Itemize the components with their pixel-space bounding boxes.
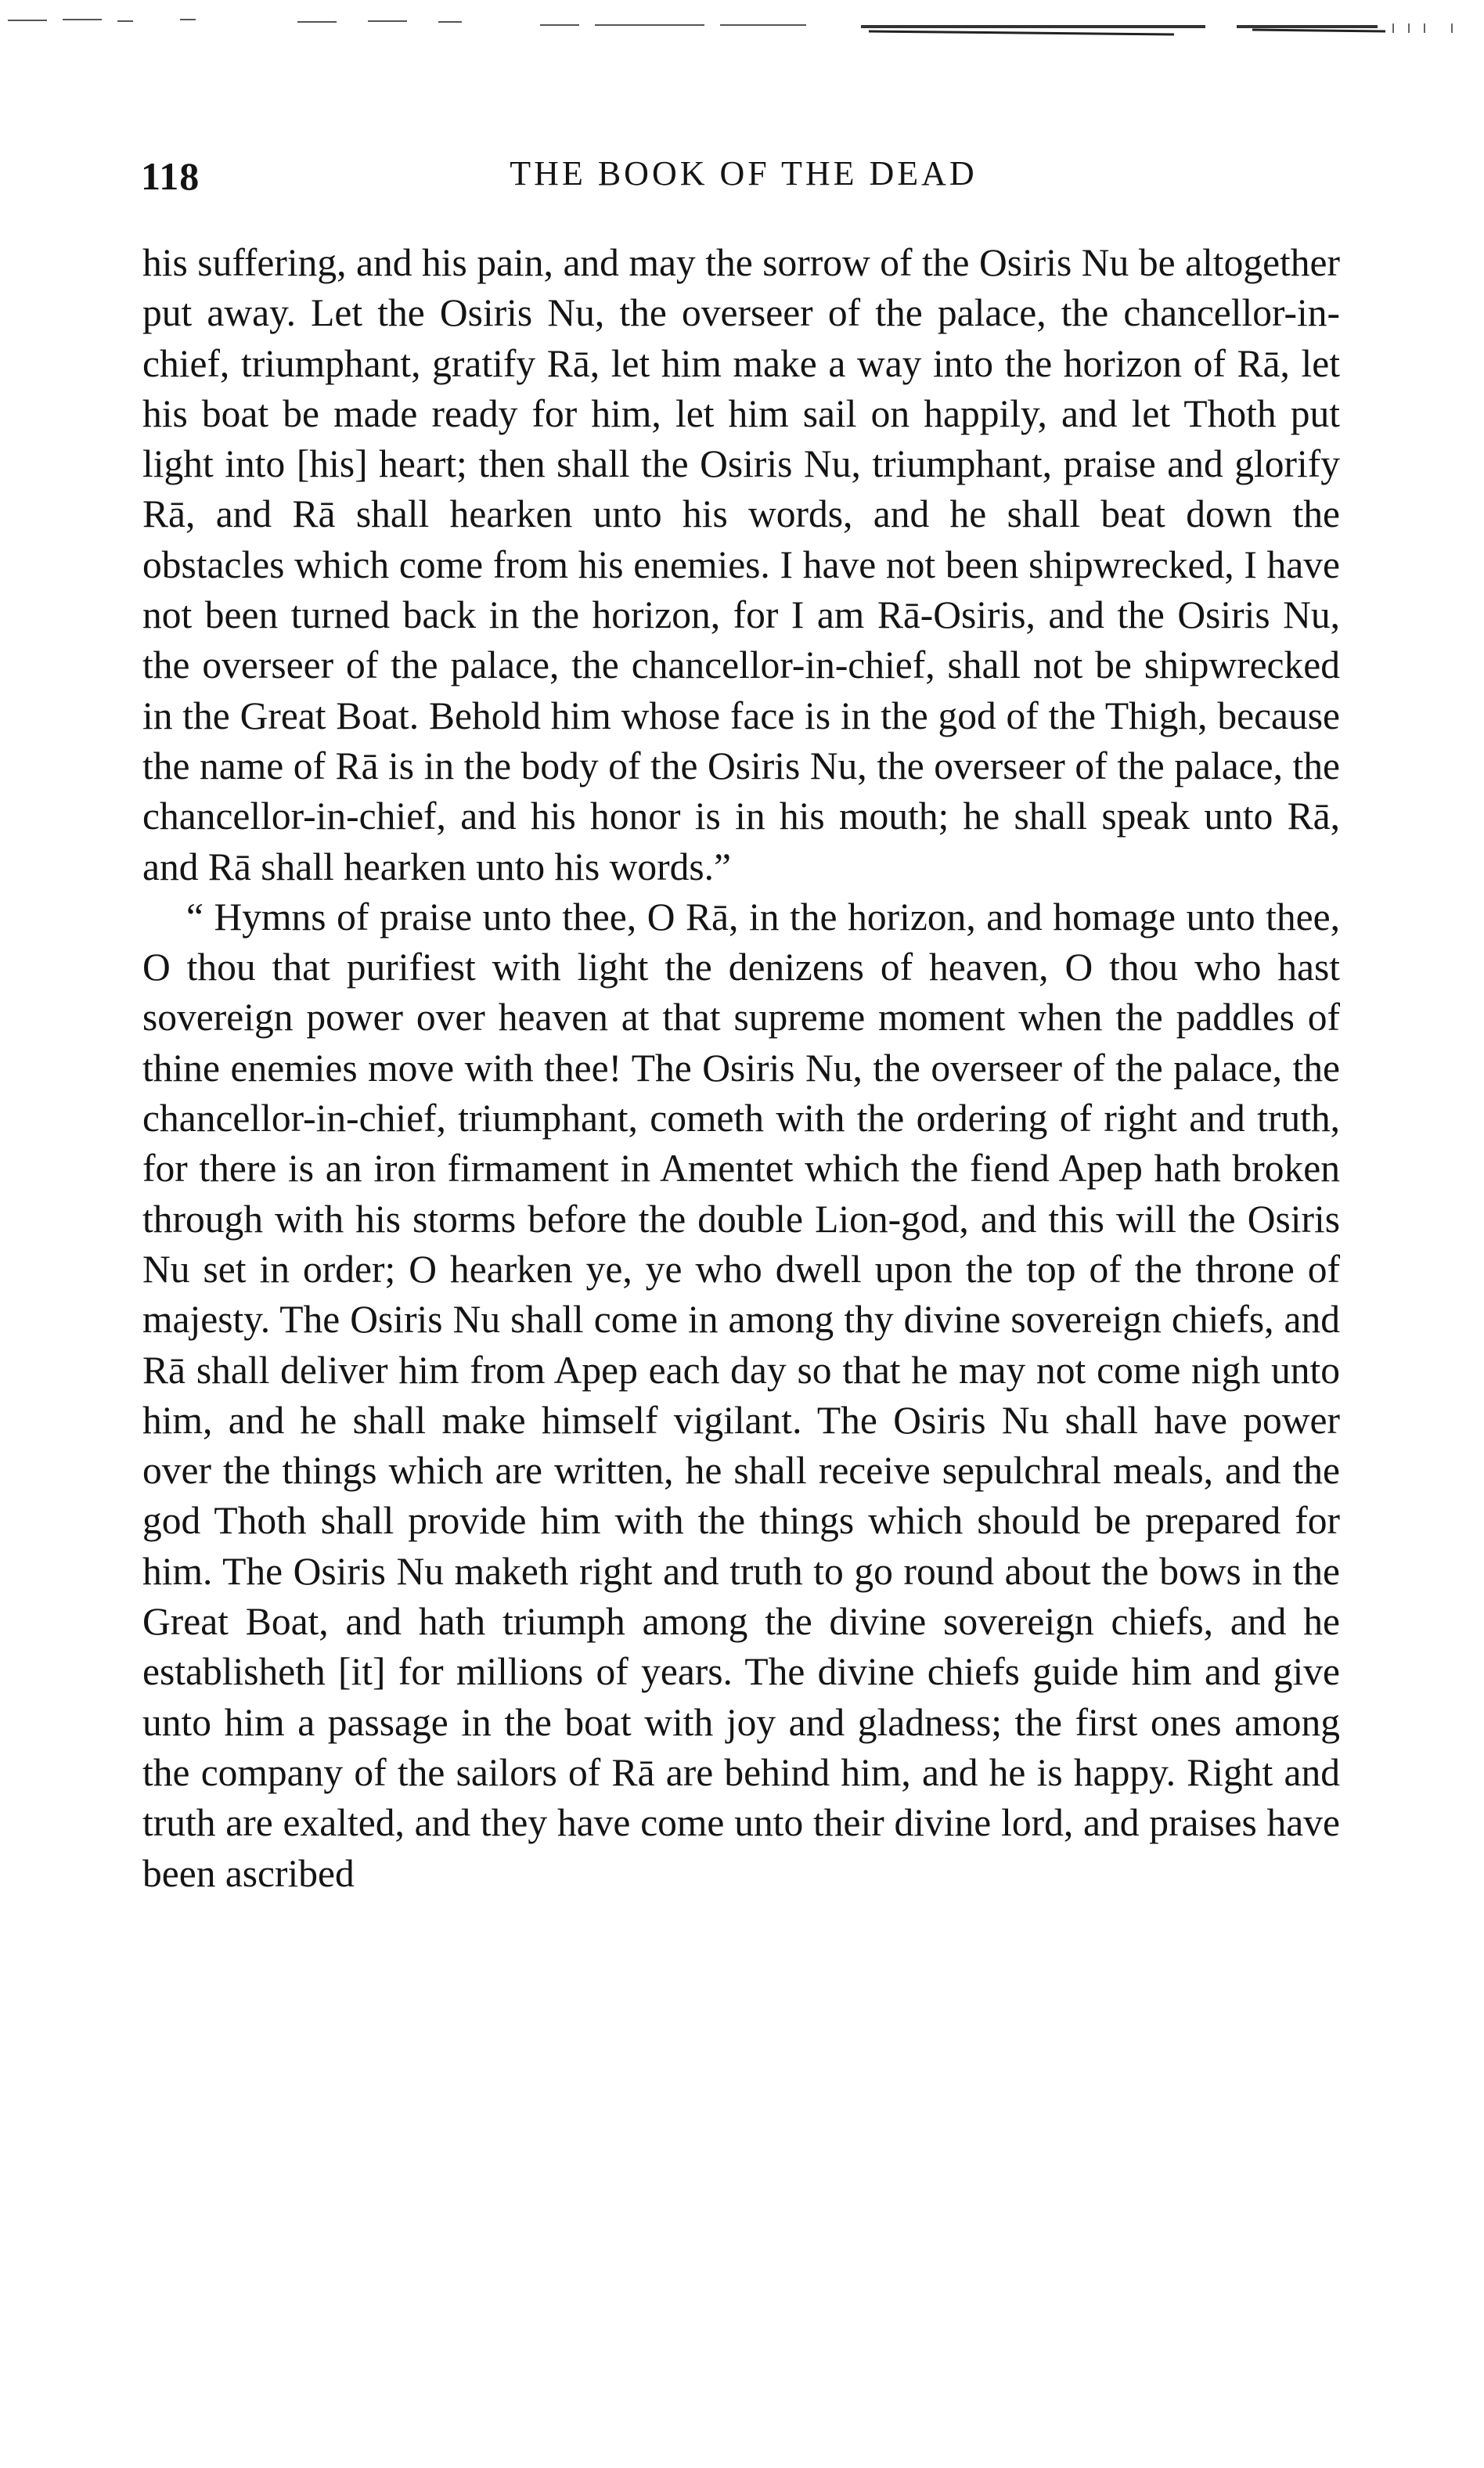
paragraph: his suffering, and his pain, and may the sorrow of the Osiris Nu be altogether put away. Let the Osiris Nu, the overseer of the palace, the chancellor-in-chief, triumphant, gratify Rā, let him make a way into the horizon of Rā, let his boat be made ready for him, let him sail on happily, and let Thoth put light into [his] heart; then shall the Osiris Nu, triumphant, praise and glorify Rā, and Rā shall hearken unto his words, and he shall beat down the obstacles which come from his enemies. I have not been shipwrecked, I have not been turned back in the horizon, for I am Rā-Osiris, and the Osiris Nu, the overseer of the palace, the chancellor-in-chief, shall not be shipwrecked in the Great Boat. Behold him whose face is in the god of the Thigh, because the name of Rā is in the body of the Osiris Nu, the overseer of the palace, the chancellor-in-chief, and his honor is in his mouth; he shall speak unto Rā, and Rā shall hearken unto his words.” [142, 241, 1340, 888]
running-header [141, 153, 1338, 208]
paragraph: “ Hymns of praise unto thee, O Rā, in the horizon, and homage unto thee, O thou that purifiest with light the denizens of heaven, O thou who hast sovereign power over heaven at that supreme moment when the paddles of thine enemies move with thee! The Osiris Nu, the overseer of the palace, the chancellor-in-chief, triumphant, cometh with the ordering of right and truth, for there is an iron firmament in Amentet which the fiend Apep hath broken through with his storms before the double Lion-god, and this will the Osiris Nu set in order; O hearken ye, ye who dwell upon the top of the throne of majesty. The Osiris Nu shall come in among thy divine sovereign chiefs, and Rā shall deliver him from Apep each day so that he may not come nigh unto him, and he shall make himself vigilant. The Osiris Nu shall have power over the things which are written, he shall receive sepulchral meals, and the god Thoth shall provide him with the things which should be prepared for him. The Osiris Nu maketh right and truth to go round about the bows in the Great Boat, and hath triumph among the divine sovereign chiefs, and he establisheth [it] for millions of years. The divine chiefs guide him and give unto him a passage in the boat with joy and gladness; the first ones among the company of the sailors of Rā are behind him, and he is happy. Right and truth are exalted, and they have come unto their divine lord, and praises have been ascribed [142, 895, 1340, 1895]
body-text [142, 238, 1340, 1899]
page-number: 118 [141, 154, 200, 198]
scan-edge-noise [0, 0, 1484, 86]
running-title: THE BOOK OF THE DEAD [510, 154, 978, 193]
